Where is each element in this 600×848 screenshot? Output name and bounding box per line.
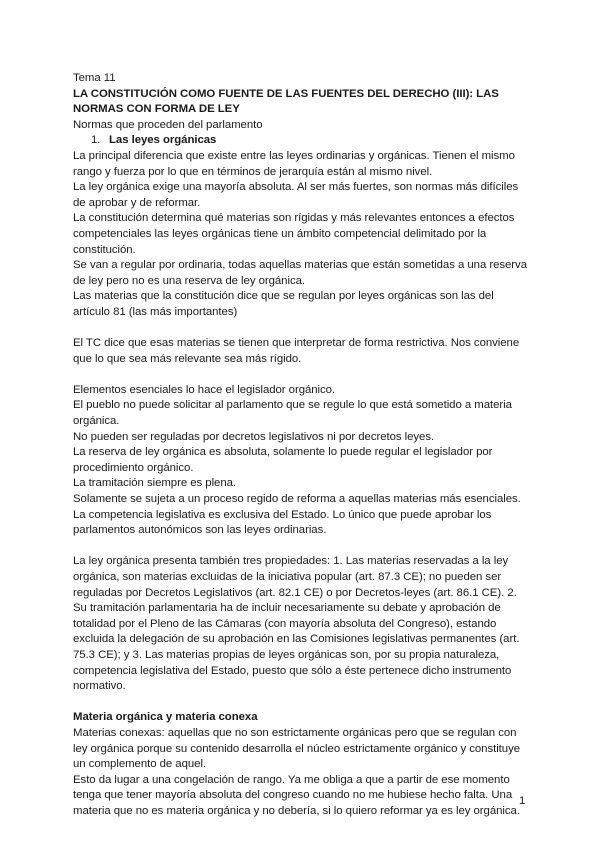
section-title: Las leyes orgánicas [109,134,217,147]
paragraph: La reserva de ley orgánica es absoluta, solamente lo puede regular el legislador por procedimiento orgánico. [73,446,493,474]
paragraph: El pueblo no puede solicitar al parlamento que se regule lo que está sometido a materia orgánica. [73,399,512,428]
document-subtitle: Normas que proceden del parlamento [73,118,263,131]
paragraph: No pueden ser reguladas por decretos legislativos ni por decretos leyes. [73,430,435,443]
paragraph: Elementos esenciales lo hace el legislador orgánico. [73,383,336,396]
document-title: LA CONSTITUCIÓN COMO FUENTE DE LAS FUENTES DEL DERECHO (III): LAS NORMAS CON FORMA DE LEY [73,87,499,116]
page-number: 1 [519,795,526,807]
paragraph: La ley orgánica presenta también tres propiedades: 1. Las materias reservadas a la ley orgánica, son materias excluidas de la iniciativa popular (art. 87.3 CE); no pueden ser reguladas por Decretos Legislativos (art. 82.1 CE) o por Decretos-leyes (art. 86.1 CE). 2. Su tramitación parlamentaria ha de incluir necesariamente su debate y aprobación de totalidad por el Pleno de las Cámaras (con mayoría absoluta del Congreso), estando excluida la delegación de su aprobación en las Comisiones legislativas permanentes (art. 75.3 CE); y 3. Las materias propias de leyes orgánicas son, por su propia naturaleza, competencia legislativa del Estado, puesto que sólo a éste pertenece dicho instrumento normativo. [73,555,520,693]
section-heading-leyes-organicas [73,133,533,149]
paragraph: La competencia legislativa es exclusiva del Estado. Lo único que puede aprobar los parlamentos autonómicos son las leyes ordinarias. [73,508,492,537]
paragraph: El TC dice que esas materias se tienen que interpretar de forma restrictiva. Nos conviene que lo que sea más relevante sea más rígido. [73,337,520,365]
paragraph: Esto da lugar a una congelación de rango. Ya me obliga a que a partir de ese momento tenga que tener mayoría absoluta del congreso cuando no me hubiese hecho falta. Una materia que no es materia orgánica y no debería, si lo quiero reformar ya es ley orgánica. [73,773,520,817]
paragraph: Se van a regular por ordinaria, todas aquellas materias que están sometidas a una reserva de ley pero no es una reserva de ley orgánica. [73,259,527,287]
topic-label: Tema 11 [73,72,116,84]
paragraph: La tramitación siempre es plena. [73,477,237,490]
document-body [73,71,533,820]
section-number: 1. [91,134,101,147]
section-heading-materia-conexa: Materia orgánica y materia conexa [73,711,258,724]
paragraph: La principal diferencia que existe entre las leyes ordinarias y orgánicas. Tienen el mismo rango y fuerza por lo que en términos de jerarquía están al mismo nivel. [73,149,515,178]
paragraph: La constitución determina qué materias son rígidas y más relevantes entonces a efectos competenciales las leyes orgánicas tiene un ámbito competencial delimitado por la constitución. [73,212,515,256]
paragraph: Materias conexas: aquellas que no son estrictamente orgánicas pero que se regulan con ley orgánica porque su contenido desarrolla el núcleo estrictamente orgánico y constituye un complemento de aquel. [73,726,521,771]
paragraph: Las materias que la constitución dice que se regulan por leyes orgánicas son las del artículo 81 (las más importantes) [73,290,494,318]
paragraph: Solamente se sujeta a un proceso regido de reforma a aquellas materias más esenciales. [73,493,521,506]
paragraph: La ley orgánica exige una mayoría absoluta. Al ser más fuertes, son normas más difíciles de aprobar y de reformar. [73,181,519,209]
